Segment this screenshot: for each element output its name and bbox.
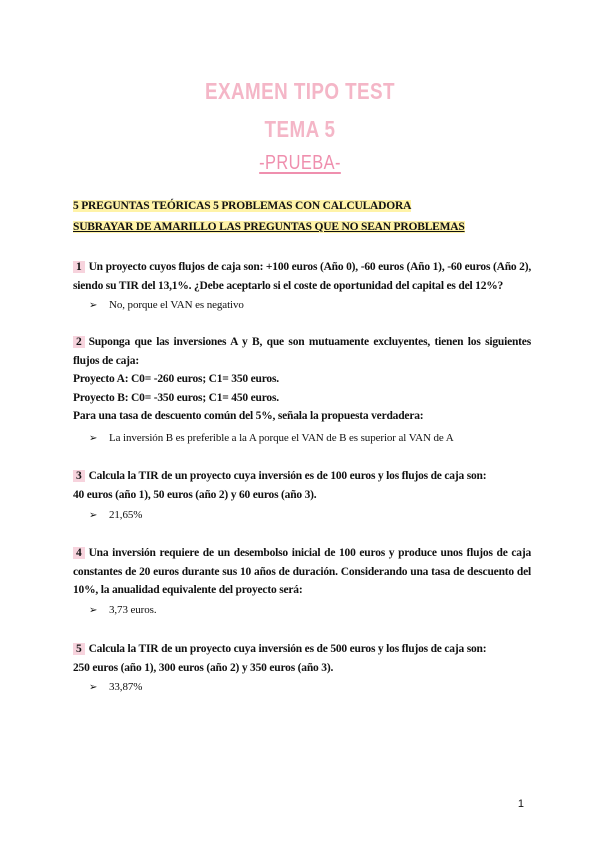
question-detail: 250 euros (año 1), 300 euros (año 2) y 350 euros (año 3).: [73, 661, 334, 674]
question-5: [73, 640, 531, 677]
question-text: Calcula la TIR de un proyecto cuya inversión es de 500 euros y los flujos de caja son:: [88, 643, 487, 655]
arrow-bullet-icon: ➢: [89, 605, 98, 616]
intro-line-2: SUBRAYAR DE AMARILLO LAS PREGUNTAS QUE NO SEAN PROBLEMAS: [73, 221, 465, 233]
question-text: Un proyecto cuyos flujos de caja son: +100 euros (Año 0), -60 euros (Año 1), -60 euros (Año 2), siendo su TIR del 13,1%. ¿Debe aceptarlo si el coste de oportunidad del capital es del 12%?: [73, 261, 531, 292]
answer-4: [89, 603, 156, 618]
question-text: Una inversión requiere de un desembolso inicial de 100 euros y produce unos flujos de caja constantes de 20 euros durante sus 10 años de duración. Considerando una tasa de descuento del 10%, la anualidad equivalente del proyecto será:: [73, 547, 531, 596]
answer-3: [89, 508, 142, 523]
answer-2: [89, 431, 454, 446]
answer-text: 33,87%: [109, 681, 143, 693]
answer-text: 3,73 euros.: [109, 604, 157, 616]
answer-text: No, porque el VAN es negativo: [109, 299, 244, 311]
answer-5: [89, 680, 142, 695]
question-number: 3: [73, 470, 85, 482]
answer-text: 21,65%: [109, 509, 143, 521]
question-number: 5: [73, 643, 85, 655]
exam-title: EXAMEN TIPO TEST: [205, 78, 395, 104]
question-number: 4: [73, 547, 85, 559]
topic-title: TEMA 5: [264, 116, 336, 142]
question-2: [73, 333, 531, 426]
question-text: Calcula la TIR de un proyecto cuya inversión es de 100 euros y los flujos de caja son:: [88, 470, 487, 482]
question-text: Suponga que las inversiones A y B, que son mutuamente excluyentes, tienen los siguientes flujos de caja:: [73, 336, 531, 367]
question-1: [73, 258, 531, 295]
question-detail: Proyecto A: C0= -260 euros; C1= 350 euros.: [73, 373, 279, 385]
arrow-bullet-icon: ➢: [89, 300, 98, 311]
arrow-bullet-icon: ➢: [89, 682, 98, 693]
question-3: [73, 467, 531, 504]
question-detail: 40 euros (año 1), 50 euros (año 2) y 60 euros (año 3).: [73, 488, 317, 501]
answer-text: La inversión B es preferible a la A porque el VAN de B es superior al VAN de A: [109, 432, 454, 444]
arrow-bullet-icon: ➢: [89, 433, 98, 444]
question-number: 1: [73, 261, 85, 273]
intro-line-1: 5 PREGUNTAS TEÓRICAS 5 PROBLEMAS CON CALCULADORA: [73, 200, 412, 212]
answer-1: [89, 298, 244, 313]
question-4: [73, 544, 531, 600]
question-detail: Proyecto B: C0= -350 euros; C1= 450 euros.: [73, 391, 279, 404]
arrow-bullet-icon: ➢: [89, 510, 98, 521]
question-detail: Para una tasa de descuento común del 5%, señala la propuesta verdadera:: [73, 410, 424, 422]
page-number: 1: [517, 798, 524, 810]
question-number: 2: [73, 336, 85, 348]
subtitle: -PRUEBA-: [259, 152, 341, 174]
